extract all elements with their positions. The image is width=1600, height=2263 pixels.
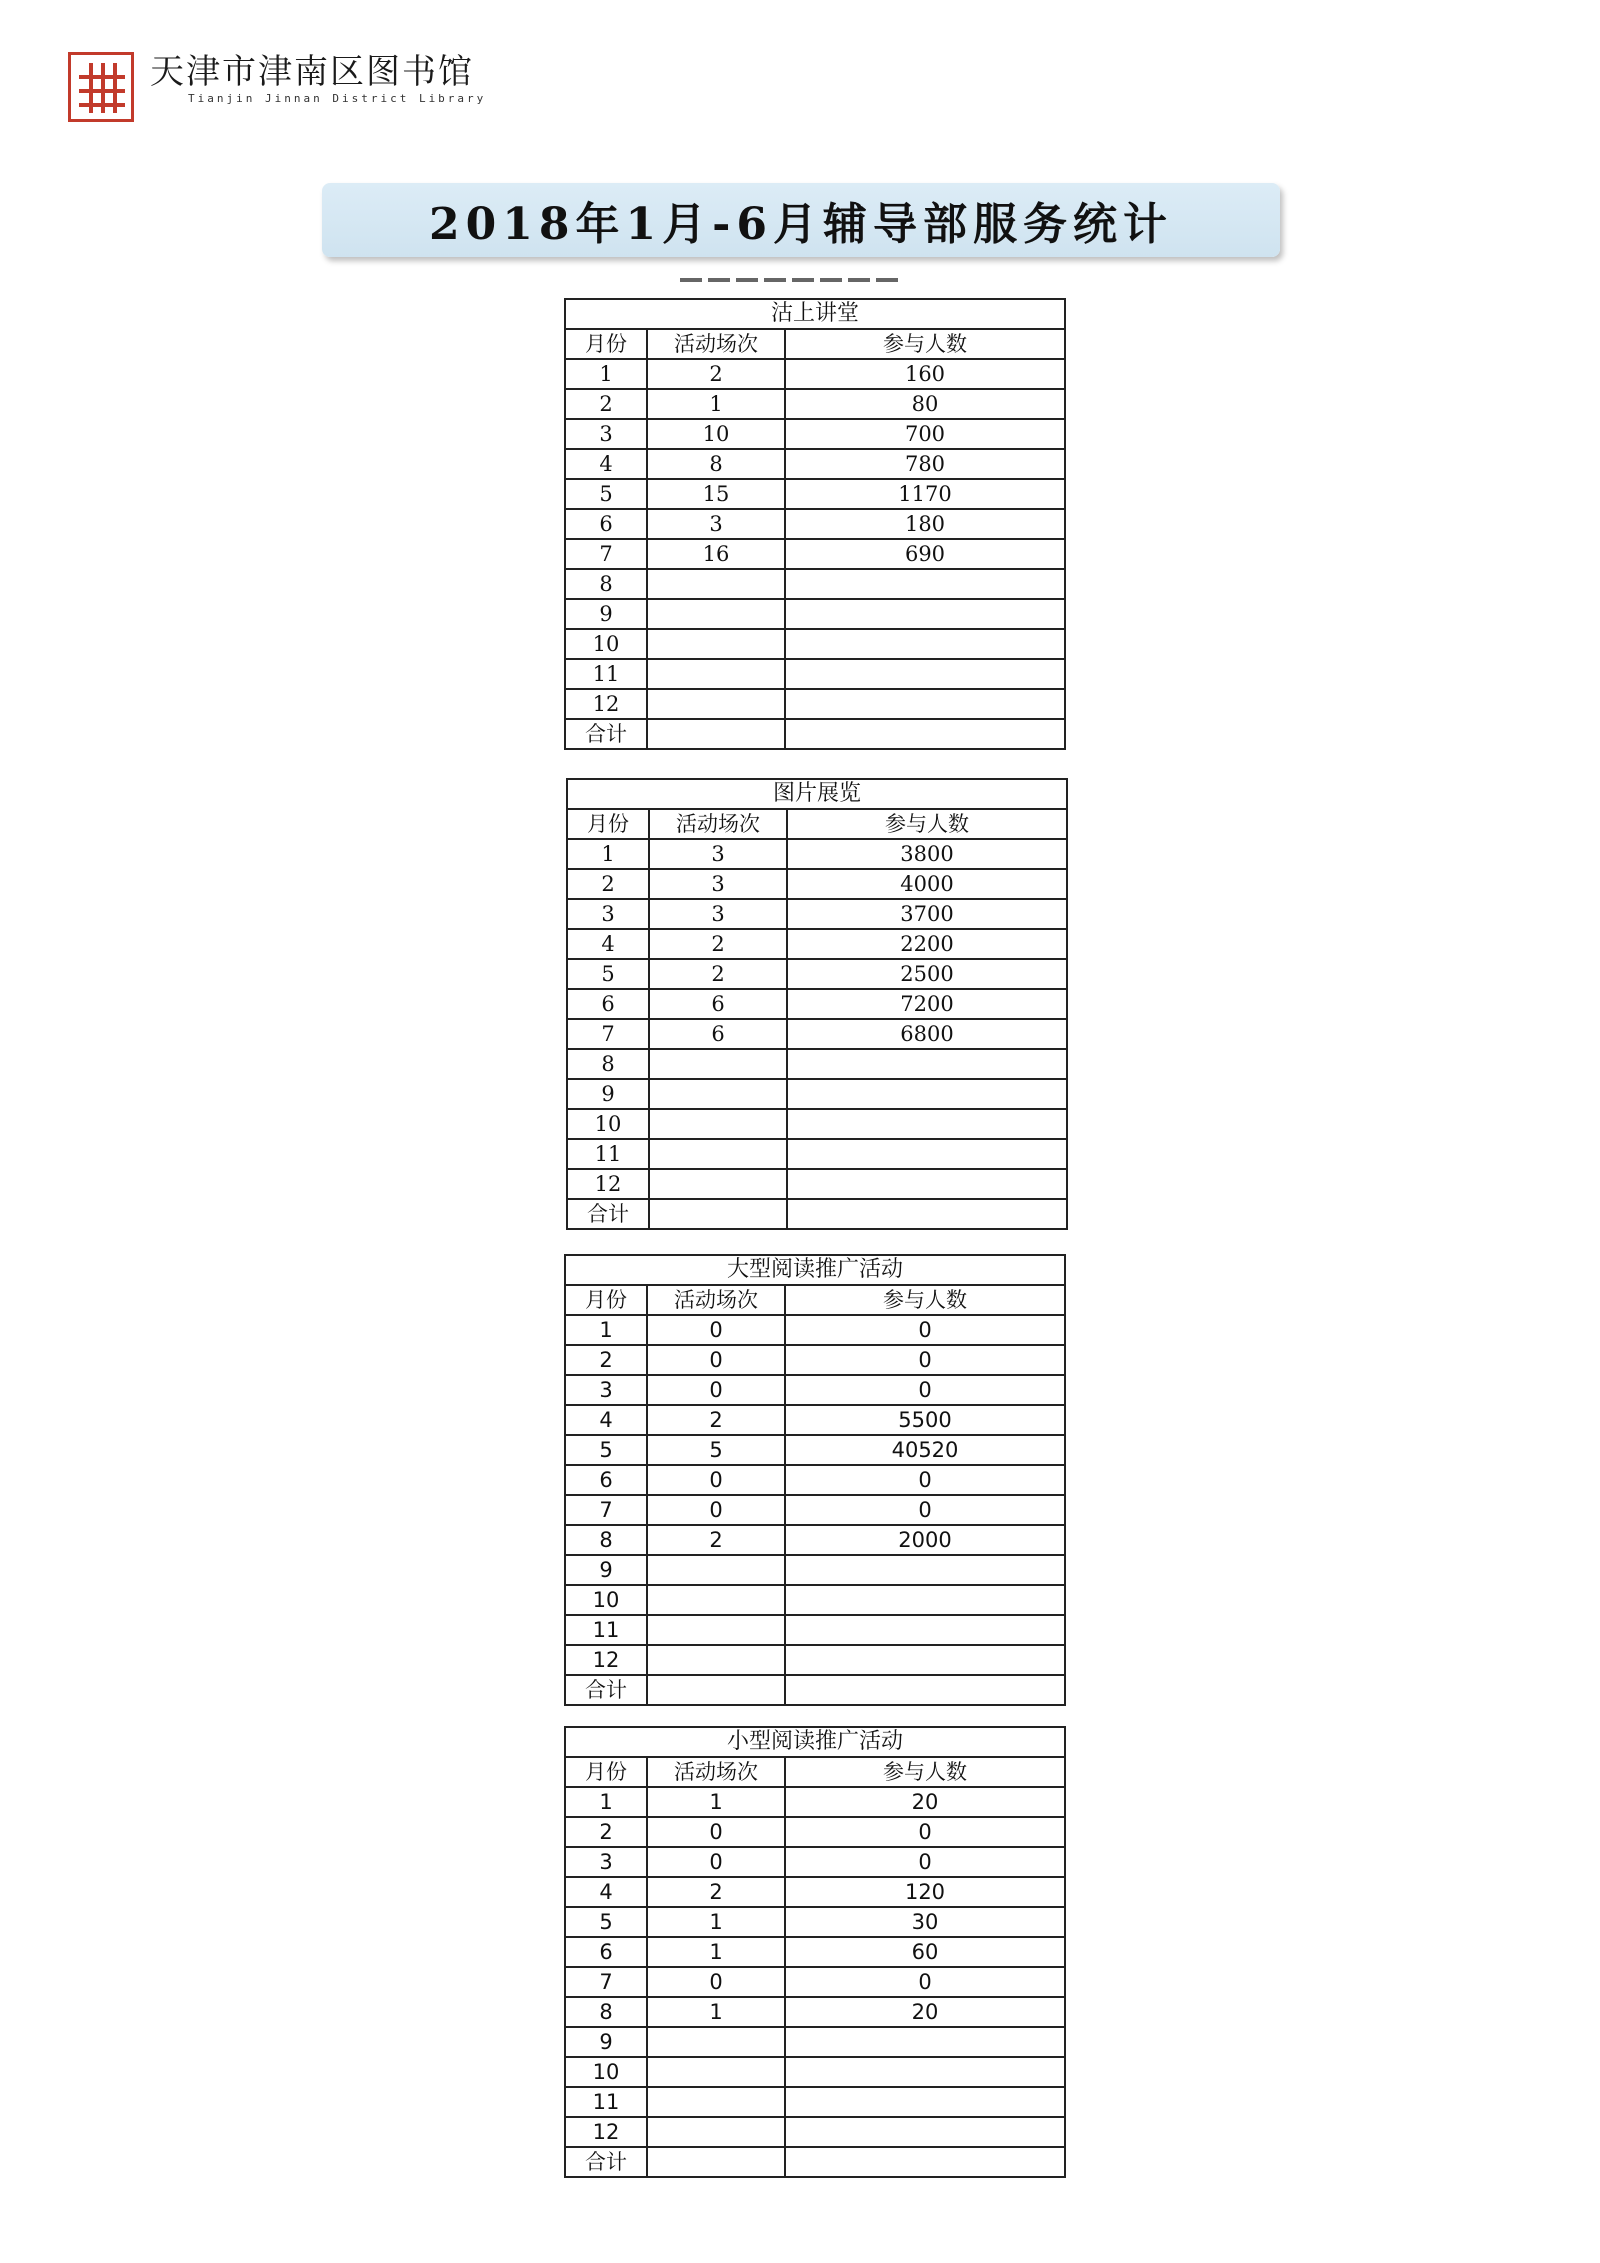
table-header-row	[565, 1757, 1065, 1787]
table-cell: 4	[567, 929, 649, 959]
table-cell: 4	[565, 1877, 647, 1907]
table-cell: 10	[567, 1109, 649, 1139]
table-cell: 3	[567, 899, 649, 929]
table-cell: 11	[567, 1139, 649, 1169]
table-row	[565, 1375, 1065, 1405]
table-cell	[649, 1109, 787, 1139]
table-row	[565, 1645, 1065, 1675]
small-reading-promotion-table	[564, 1726, 1066, 2178]
table-cell	[647, 599, 785, 629]
table-row	[565, 509, 1065, 539]
table-cell: 60	[785, 1937, 1065, 1967]
column-header: 活动场次	[649, 809, 787, 839]
table-cell: 1170	[785, 479, 1065, 509]
table-cell: 合计	[567, 1199, 649, 1229]
table-cell: 5	[565, 479, 647, 509]
table-row	[565, 2057, 1065, 2087]
table-row	[565, 449, 1065, 479]
table-cell: 2	[565, 1345, 647, 1375]
table-row	[565, 359, 1065, 389]
column-header: 月份	[565, 1285, 647, 1315]
table-cell	[647, 689, 785, 719]
table-cell: 16	[647, 539, 785, 569]
table-cell: 1	[647, 1937, 785, 1967]
table-cell	[785, 689, 1065, 719]
table-cell	[785, 1615, 1065, 1645]
table-row	[567, 1079, 1067, 1109]
library-name-cn: 天津市津南区图书馆	[150, 52, 474, 92]
table-row	[565, 1435, 1065, 1465]
table-title-row	[567, 779, 1067, 809]
table-cell	[647, 1675, 785, 1705]
column-header: 月份	[565, 1757, 647, 1787]
table-cell: 0	[785, 1967, 1065, 1997]
table-cell	[785, 2087, 1065, 2117]
table-row	[567, 959, 1067, 989]
table-cell	[785, 1555, 1065, 1585]
column-header: 活动场次	[647, 1757, 785, 1787]
table-cell	[647, 1555, 785, 1585]
table-cell	[647, 719, 785, 749]
table-title: 大型阅读推广活动	[565, 1255, 1065, 1285]
table-cell: 0	[647, 1495, 785, 1525]
table-row	[565, 569, 1065, 599]
table-cell: 9	[565, 599, 647, 629]
table-row	[565, 2027, 1065, 2057]
column-header: 活动场次	[647, 1285, 785, 1315]
column-header: 参与人数	[785, 1757, 1065, 1787]
table-cell: 7200	[787, 989, 1067, 1019]
table-cell: 10	[647, 419, 785, 449]
column-header: 月份	[565, 329, 647, 359]
table-row	[565, 629, 1065, 659]
table-cell: 6	[565, 1937, 647, 1967]
table-cell: 12	[565, 2117, 647, 2147]
table-cell: 9	[565, 1555, 647, 1585]
table-cell: 10	[565, 629, 647, 659]
table-cell: 700	[785, 419, 1065, 449]
table-cell: 2	[565, 389, 647, 419]
table-row	[565, 1877, 1065, 1907]
table-row	[567, 869, 1067, 899]
table-cell	[787, 1079, 1067, 1109]
table-title-row	[565, 299, 1065, 329]
table-row	[567, 1019, 1067, 1049]
table-cell	[649, 1049, 787, 1079]
table-row	[565, 2087, 1065, 2117]
column-header: 参与人数	[785, 329, 1065, 359]
table-cell	[785, 2117, 1065, 2147]
table-cell: 2500	[787, 959, 1067, 989]
table-cell: 2000	[785, 1525, 1065, 1555]
table-cell: 5	[565, 1907, 647, 1937]
table-row	[567, 1199, 1067, 1229]
table-cell: 3700	[787, 899, 1067, 929]
table-cell: 6	[565, 509, 647, 539]
table-cell	[785, 1675, 1065, 1705]
table-cell: 0	[647, 1967, 785, 1997]
table-cell: 12	[565, 689, 647, 719]
table-cell	[785, 659, 1065, 689]
table-cell: 30	[785, 1907, 1065, 1937]
table-row	[565, 1585, 1065, 1615]
table-cell: 2	[647, 1405, 785, 1435]
table-cell: 5	[567, 959, 649, 989]
table-row	[565, 1345, 1065, 1375]
library-seal-icon	[68, 52, 134, 122]
table-cell: 6	[567, 989, 649, 1019]
table-cell	[785, 2057, 1065, 2087]
table-cell	[647, 659, 785, 689]
table-cell: 4	[565, 1405, 647, 1435]
table-cell	[787, 1139, 1067, 1169]
table-title: 沽上讲堂	[565, 299, 1065, 329]
table-header-row	[565, 329, 1065, 359]
table-title: 图片展览	[567, 779, 1067, 809]
table-cell: 11	[565, 1615, 647, 1645]
title-banner	[322, 183, 1280, 257]
table-row	[565, 1937, 1065, 1967]
table-cell	[647, 2147, 785, 2177]
table-row	[567, 839, 1067, 869]
table-cell: 8	[567, 1049, 649, 1079]
table-header-row	[565, 1285, 1065, 1315]
table-cell: 3	[649, 899, 787, 929]
table-row	[565, 1817, 1065, 1847]
table-cell: 合计	[565, 1675, 647, 1705]
large-reading-promotion-table	[564, 1254, 1066, 1706]
table-row	[565, 2117, 1065, 2147]
table-cell: 0	[785, 1495, 1065, 1525]
table-row	[565, 479, 1065, 509]
table-cell: 1	[647, 1997, 785, 2027]
cropped-text-remnant	[680, 278, 980, 288]
table-row	[565, 1997, 1065, 2027]
table-cell: 0	[785, 1315, 1065, 1345]
table-row	[567, 1139, 1067, 1169]
table-cell	[649, 1139, 787, 1169]
table-cell: 6	[649, 989, 787, 1019]
table-title-row	[565, 1255, 1065, 1285]
table-cell	[785, 569, 1065, 599]
table-row	[565, 599, 1065, 629]
table-cell: 2	[649, 959, 787, 989]
table-cell	[787, 1109, 1067, 1139]
table-cell: 3	[649, 869, 787, 899]
table-cell: 2	[565, 1817, 647, 1847]
table-cell: 780	[785, 449, 1065, 479]
table-row	[565, 1555, 1065, 1585]
table-cell: 0	[647, 1375, 785, 1405]
table-cell: 7	[567, 1019, 649, 1049]
table-cell: 5	[565, 1435, 647, 1465]
table-row	[565, 719, 1065, 749]
column-header: 参与人数	[785, 1285, 1065, 1315]
table-cell	[649, 1169, 787, 1199]
table-cell: 1	[565, 1315, 647, 1345]
table-row	[565, 1315, 1065, 1345]
table-cell: 3	[565, 419, 647, 449]
table-cell: 5	[647, 1435, 785, 1465]
table-row	[567, 929, 1067, 959]
table-cell: 8	[565, 1525, 647, 1555]
table-cell: 160	[785, 359, 1065, 389]
table-cell	[785, 599, 1065, 629]
table-cell	[647, 2027, 785, 2057]
table-row	[565, 1615, 1065, 1645]
table-cell: 690	[785, 539, 1065, 569]
table-row	[565, 1495, 1065, 1525]
table-cell	[647, 2057, 785, 2087]
table-cell: 20	[785, 1997, 1065, 2027]
table-cell	[649, 1199, 787, 1229]
table-title-row	[565, 1727, 1065, 1757]
table-cell: 0	[785, 1465, 1065, 1495]
table-row	[565, 419, 1065, 449]
table-title: 小型阅读推广活动	[565, 1727, 1065, 1757]
table-row	[567, 899, 1067, 929]
table-cell	[647, 1615, 785, 1645]
table-row	[565, 659, 1065, 689]
table-cell: 7	[565, 539, 647, 569]
table-cell: 20	[785, 1787, 1065, 1817]
photo-exhibition-stats-table	[566, 778, 1068, 1230]
table-cell	[787, 1169, 1067, 1199]
column-header: 参与人数	[787, 809, 1067, 839]
table-cell: 1	[647, 1787, 785, 1817]
table-cell	[785, 719, 1065, 749]
column-header: 月份	[567, 809, 649, 839]
table-cell: 6800	[787, 1019, 1067, 1049]
table-cell: 80	[785, 389, 1065, 419]
table-row	[567, 989, 1067, 1019]
table-cell	[647, 629, 785, 659]
table-cell: 2	[647, 359, 785, 389]
page-title: 2018年1月-6月辅导部服务统计	[429, 199, 1173, 250]
table-cell: 5500	[785, 1405, 1065, 1435]
table-row	[565, 1787, 1065, 1817]
table-cell: 合计	[565, 719, 647, 749]
table-cell: 8	[565, 1997, 647, 2027]
table-cell: 12	[567, 1169, 649, 1199]
table-cell: 9	[567, 1079, 649, 1109]
table-cell: 9	[565, 2027, 647, 2057]
table-cell	[785, 1585, 1065, 1615]
table-row	[565, 2147, 1065, 2177]
table-cell: 8	[565, 569, 647, 599]
table-cell: 0	[647, 1465, 785, 1495]
table-cell: 10	[565, 1585, 647, 1615]
table-cell: 10	[565, 2057, 647, 2087]
table-row	[565, 1847, 1065, 1877]
table-cell: 0	[785, 1375, 1065, 1405]
table-header-row	[567, 809, 1067, 839]
table-row	[565, 389, 1065, 419]
table-cell: 2200	[787, 929, 1067, 959]
lecture-stats-table	[564, 298, 1066, 750]
table-cell: 2	[567, 869, 649, 899]
column-header: 活动场次	[647, 329, 785, 359]
table-cell	[649, 1079, 787, 1109]
table-cell	[647, 2117, 785, 2147]
table-cell: 1	[567, 839, 649, 869]
table-cell: 8	[647, 449, 785, 479]
table-cell: 40520	[785, 1435, 1065, 1465]
library-logo	[68, 52, 486, 122]
table-cell: 1	[565, 359, 647, 389]
table-row	[565, 1525, 1065, 1555]
table-row	[565, 539, 1065, 569]
table-cell: 3	[565, 1847, 647, 1877]
table-cell: 3	[647, 509, 785, 539]
table-cell: 15	[647, 479, 785, 509]
table-row	[565, 1675, 1065, 1705]
table-cell: 2	[647, 1877, 785, 1907]
table-cell	[647, 2087, 785, 2117]
table-cell: 11	[565, 659, 647, 689]
table-cell: 1	[565, 1787, 647, 1817]
table-row	[565, 1405, 1065, 1435]
table-cell: 4	[565, 449, 647, 479]
library-name-en: Tianjin Jinnan District Library	[188, 92, 487, 105]
table-cell	[647, 1645, 785, 1675]
table-row	[565, 1907, 1065, 1937]
table-cell: 7	[565, 1967, 647, 1997]
table-row	[567, 1109, 1067, 1139]
table-cell: 180	[785, 509, 1065, 539]
table-row	[565, 689, 1065, 719]
table-cell: 7	[565, 1495, 647, 1525]
table-cell: 0	[647, 1345, 785, 1375]
library-name	[150, 52, 486, 105]
table-cell	[647, 569, 785, 599]
table-cell: 6	[565, 1465, 647, 1495]
table-cell: 0	[785, 1847, 1065, 1877]
table-cell	[787, 1199, 1067, 1229]
table-cell: 0	[647, 1817, 785, 1847]
table-cell: 2	[647, 1525, 785, 1555]
table-cell	[787, 1049, 1067, 1079]
table-cell: 0	[785, 1345, 1065, 1375]
table-cell	[785, 629, 1065, 659]
table-cell: 0	[647, 1847, 785, 1877]
table-cell: 0	[785, 1817, 1065, 1847]
table-cell: 2	[649, 929, 787, 959]
table-cell	[647, 1585, 785, 1615]
table-row	[567, 1169, 1067, 1199]
table-cell	[785, 2147, 1065, 2177]
table-row	[565, 1465, 1065, 1495]
table-cell: 3800	[787, 839, 1067, 869]
table-cell	[785, 1645, 1065, 1675]
table-cell: 120	[785, 1877, 1065, 1907]
table-cell: 6	[649, 1019, 787, 1049]
table-cell	[785, 2027, 1065, 2057]
table-cell: 1	[647, 389, 785, 419]
table-cell: 3	[649, 839, 787, 869]
table-cell: 0	[647, 1315, 785, 1345]
table-cell: 12	[565, 1645, 647, 1675]
table-cell: 合计	[565, 2147, 647, 2177]
table-row	[565, 1967, 1065, 1997]
table-cell: 1	[647, 1907, 785, 1937]
table-row	[567, 1049, 1067, 1079]
table-cell: 4000	[787, 869, 1067, 899]
table-cell: 11	[565, 2087, 647, 2117]
table-cell: 3	[565, 1375, 647, 1405]
